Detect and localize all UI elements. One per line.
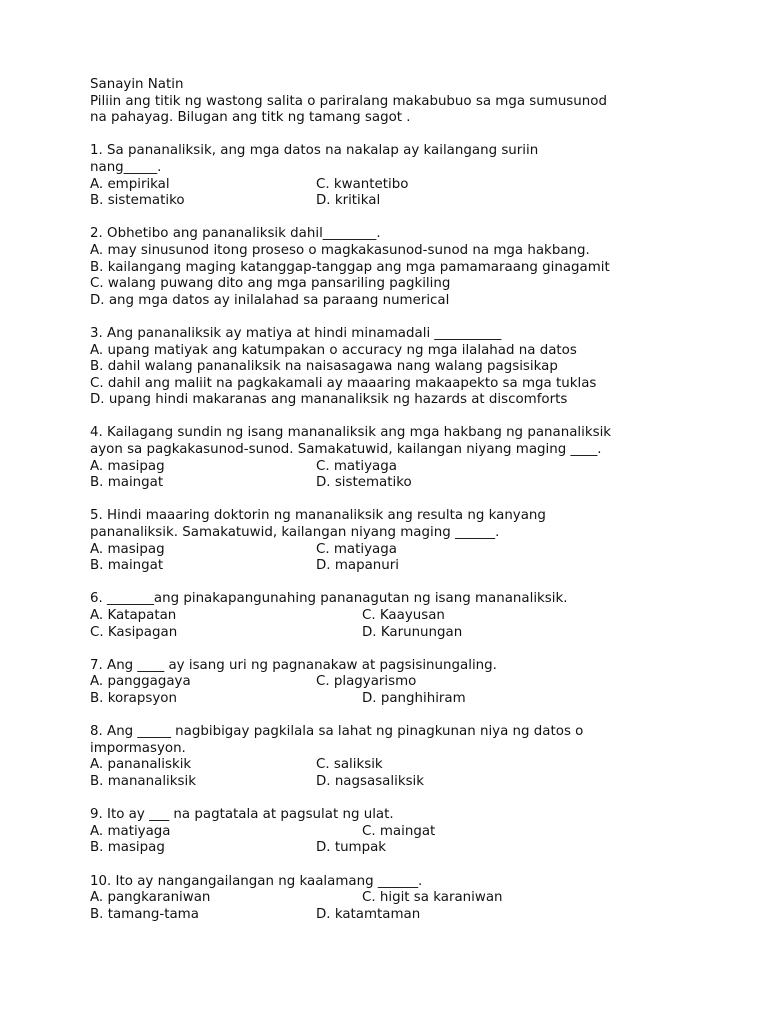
question-text: 4. Kailagang sundin ng isang mananaliksik ang mga hakbang ng pananaliksik [90, 425, 612, 441]
question-text: 10. Ito ay nangangailangan ng kaalamang ______. [90, 873, 423, 889]
option-a[interactable]: A. matiyaga [90, 823, 171, 839]
question-text: pananaliksik. Samakatuwid, kailangan niyang maging ______. [90, 525, 500, 541]
option-a[interactable]: A. Katapatan [90, 608, 177, 623]
option-a[interactable]: A. upang matiyak ang katumpakan o accuracy ng mga ilalahad na datos [90, 342, 577, 358]
option-c[interactable]: C. saliksik [316, 757, 383, 773]
question-text: 8. Ang _____ nagbibigay pagkilala sa lahat ng pinagkunan niya ng datos o [90, 724, 584, 740]
question-3 [90, 326, 730, 409]
worksheet [90, 77, 730, 923]
option-d[interactable]: D. sistematiko [316, 475, 412, 491]
option-d[interactable]: D. nagsasaliksik [316, 773, 425, 789]
question-text: 1. Sa pananaliksik, ang mga datos na nakalap ay kailangang suriin [90, 143, 539, 159]
option-c-left[interactable]: C. Kasipagan [90, 624, 178, 640]
option-d[interactable]: D. ang mga datos ay inilalahad sa paraang numerical [90, 292, 450, 308]
instructions-line-1: Piliin ang titik ng wastong salita o pariralang makabubuo sa mga sumusunod [90, 93, 607, 109]
question-text: 3. Ang pananaliksik ay matiya at hindi minamadali __________ [90, 325, 502, 341]
question-text: 5. Hindi maaaring doktorin ng mananaliksik ang resulta ng kanyang [90, 508, 546, 524]
option-d[interactable]: D. Karunungan [362, 624, 463, 640]
option-c[interactable]: C. kwantetibo [316, 176, 409, 192]
option-b[interactable]: B. korapsyon [90, 690, 177, 706]
option-c[interactable]: C. walang puwang dito ang mga pansariling pagkiling [90, 276, 451, 292]
question-9 [90, 807, 730, 857]
question-8 [90, 724, 730, 790]
option-b[interactable]: B. mananaliksik [90, 773, 196, 789]
option-c[interactable]: C. Kaayusan [362, 608, 445, 623]
option-b[interactable]: B. maingat [90, 558, 164, 574]
option-b[interactable]: B. tamang-tama [90, 906, 199, 922]
question-2 [90, 226, 730, 309]
question-text: 9. Ito ay ___ na pagtatala at pagsulat ng ulat. [90, 807, 394, 823]
option-c[interactable]: C. matiyaga [316, 541, 397, 557]
option-a[interactable]: A. panggagaya [90, 674, 191, 690]
option-c[interactable]: C. plagyarismo [316, 674, 417, 690]
question-7 [90, 658, 730, 708]
question-text: 7. Ang ____ ay isang uri ng pagnanakaw at pagsisinungaling. [90, 657, 497, 673]
option-a[interactable]: A. masipag [90, 541, 165, 557]
option-d[interactable]: D. panghihiram [362, 690, 466, 706]
option-c[interactable]: C. dahil ang maliit na pagkakamali ay maaaring makaapekto sa mga tuklas [90, 375, 597, 391]
option-b[interactable]: B. masipag [90, 840, 165, 856]
option-b[interactable]: B. kailangang maging katanggap-tanggap ang mga pamamaraang ginagamit [90, 259, 610, 275]
option-d[interactable]: D. kritikal [316, 193, 381, 209]
option-b[interactable]: B. dahil walang pananaliksik na naisasagawa nang walang pagsisikap [90, 359, 558, 375]
instructions-line-2: na pahayag. Bilugan ang titk ng tamang sagot . [90, 110, 411, 126]
question-1 [90, 143, 730, 209]
question-10 [90, 874, 730, 924]
worksheet-heading: Sanayin Natin [90, 77, 184, 92]
option-a[interactable]: A. may sinusunod itong proseso o magkakasunod-sunod na mga hakbang. [90, 242, 590, 258]
question-text: nang_____. [90, 159, 162, 175]
option-c[interactable]: C. higit sa karaniwan [362, 890, 503, 906]
option-c[interactable]: C. maingat [362, 823, 436, 839]
option-a[interactable]: A. empirikal [90, 176, 170, 192]
question-5 [90, 508, 730, 574]
option-b[interactable]: B. sistematiko [90, 193, 185, 209]
option-b[interactable]: B. maingat [90, 475, 164, 491]
option-d[interactable]: D. katamtaman [316, 906, 421, 922]
option-d[interactable]: D. upang hindi makaranas ang mananaliksik ng hazards at discomforts [90, 392, 568, 408]
option-d[interactable]: D. mapanuri [316, 558, 399, 574]
option-c[interactable]: C. matiyaga [316, 458, 397, 474]
question-text: ayon sa pagkakasunod-sunod. Samakatuwid, kailangan niyang maging ____. [90, 442, 602, 458]
option-a[interactable]: A. pananaliskik [90, 757, 192, 773]
question-text: 2. Obhetibo ang pananaliksik dahil________. [90, 226, 381, 242]
option-a[interactable]: A. masipag [90, 458, 165, 474]
option-a[interactable]: A. pangkaraniwan [90, 890, 211, 906]
question-4 [90, 425, 730, 491]
question-text: impormasyon. [90, 740, 186, 756]
option-d[interactable]: D. tumpak [316, 840, 387, 856]
question-text: 6. _______ang pinakapangunahing pananagutan ng isang mananaliksik. [90, 591, 568, 607]
question-6 [90, 591, 730, 641]
